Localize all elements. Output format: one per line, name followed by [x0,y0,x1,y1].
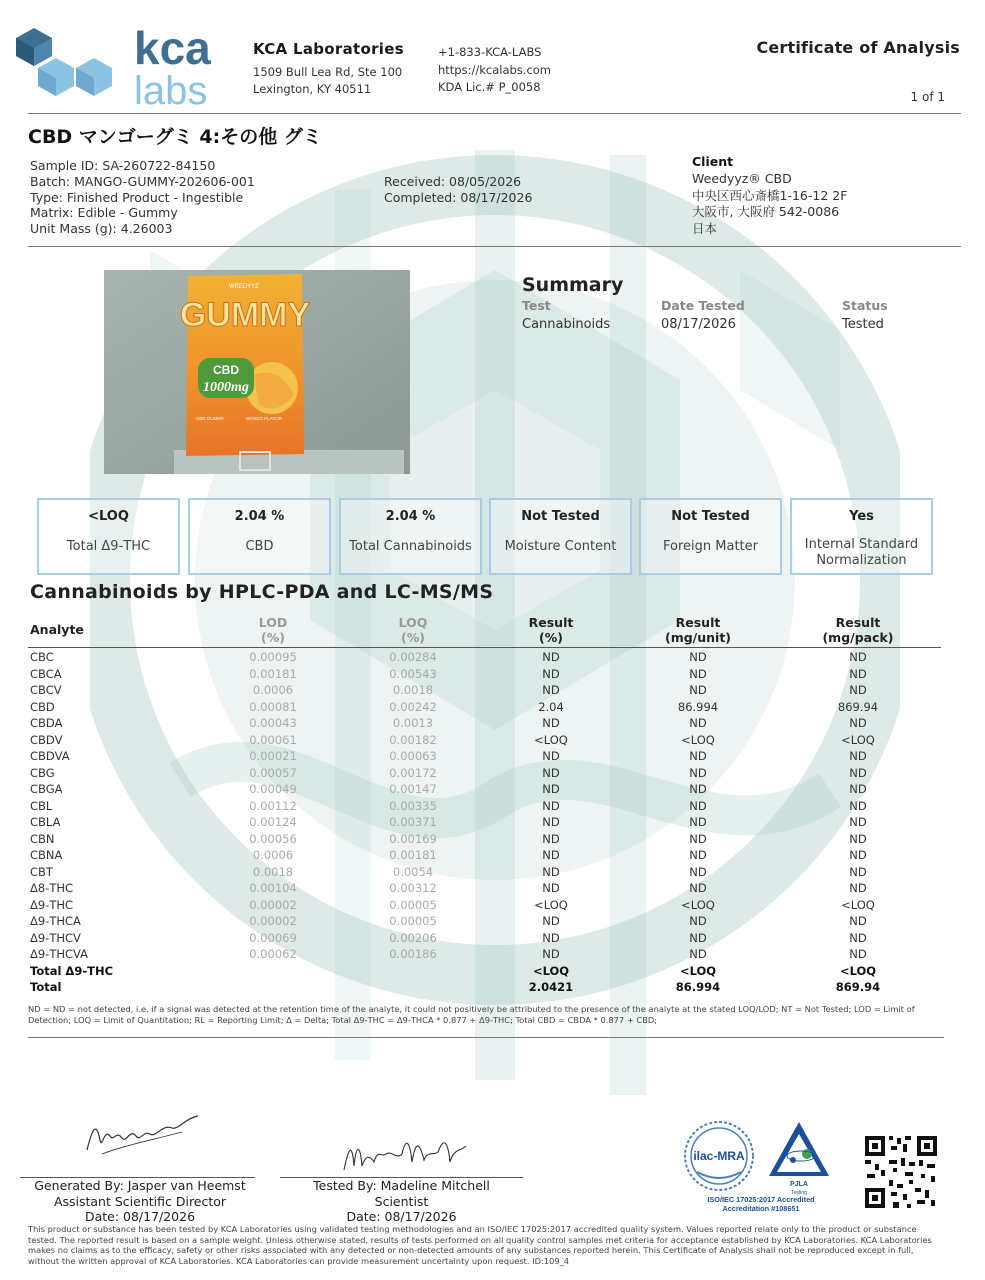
result-pct-cell: ND [542,782,560,797]
table-total-row [28,963,941,980]
received-date: Received: 08/05/2026 [384,174,522,189]
document-title: Certificate of Analysis [756,38,960,57]
tested-by-name: Tested By: Madeline Mitchell [313,1178,490,1193]
result-pct-cell: ND [542,666,560,681]
result-mg-unit-cell: ND [689,765,707,780]
result-mg-pack-cell: ND [849,683,867,698]
loq-cell: 0.00169 [389,831,437,846]
result-mg-pack-cell: ND [849,848,867,863]
sample-matrix: Matrix: Edible - Gummy [30,205,178,221]
completed-date: Completed: 08/17/2026 [384,189,533,205]
table-row [28,666,941,683]
sample-type: Type: Finished Product - Ingestible [30,189,244,205]
result-pct-cell: ND [542,848,560,863]
loq-cell: 0.00147 [389,782,437,797]
client-address-line1: 中央区西心斎橋1-16-12 2F [692,187,848,203]
result-mg-pack-cell: ND [849,749,867,764]
lab-name: KCA Laboratories [253,40,404,58]
result-pct-cell: <LOQ [534,897,568,912]
result-mg-unit-cell: ND [689,881,707,896]
result-mg-unit-cell: ND [689,947,707,962]
result-mg-unit-cell: ND [689,914,707,929]
analyte-cell: CBDVA [30,749,70,764]
result-mg-unit-cell: <LOQ [681,897,715,912]
generated-by-date: Date: 08/17/2026 [84,1209,196,1224]
table-row [28,682,941,699]
result-pct-cell: ND [542,930,560,945]
ilac-mra-logo [685,1122,753,1190]
lod-cell: 0.00049 [249,782,297,797]
result-mg-unit-cell: ND [689,798,707,813]
lod-cell: 0.0018 [252,864,294,879]
table-row [28,930,941,947]
analyte-cell: Δ9-THCA [30,914,81,929]
result-mg-unit-cell: ND [689,864,707,879]
result-box-value: 2.04 % [234,509,285,524]
lab-contact [438,44,551,97]
result-box-label: Total Δ9-THC [66,539,151,554]
lod-cell: 0.00112 [249,798,297,813]
client-address-line3: 日本 [692,221,718,237]
result-mg-pack-cell: 869.94 [835,980,881,995]
analyte-cell: CBN [30,831,55,846]
loq-cell: 0.00063 [389,749,437,764]
analyte-cell: CBGA [30,782,63,797]
result-mg-unit-cell: <LOQ [679,963,717,978]
result-mg-unit-cell: ND [689,666,707,681]
result-box [790,498,933,575]
result-box [639,498,782,575]
sample-id: Sample ID: SA-260722-84150 [30,158,216,173]
client-label: Client [692,154,734,169]
client-name: Weedyyz® CBD [692,170,792,186]
analyte-cell: Total Δ9-THC [30,963,114,978]
result-box-value: Not Tested [671,509,750,524]
result-mg-pack-cell: ND [849,864,867,879]
header-result-pct: Result (%) [528,615,574,645]
summary-date: 08/17/2026 [661,317,736,332]
result-mg-pack-cell: <LOQ [839,963,877,978]
table-row [28,913,941,930]
result-pct-cell: <LOQ [532,963,570,978]
sample-unit-mass: Unit Mass (g): 4.26003 [30,221,173,237]
table-row [28,880,941,897]
table-row [28,798,941,815]
loq-cell: 0.00172 [389,765,437,780]
loq-cell: 0.00242 [389,699,437,714]
analyte-cell: CBDV [30,732,63,747]
table-row [28,765,941,782]
table-row [28,715,941,732]
lod-cell: 0.00021 [249,749,297,764]
result-mg-unit-cell: ND [689,831,707,846]
loq-cell: 0.00284 [389,650,437,664]
lod-cell: 0.00002 [249,914,297,929]
lod-cell: 0.00095 [249,650,297,664]
lab-address-line2: Lexington, KY 40511 [253,82,372,96]
loq-cell: 0.00543 [389,666,437,681]
analyte-cell: CBDA [30,716,63,731]
svg-text:1000mg: 1000mg [203,380,249,395]
result-mg-unit-cell: 86.994 [675,980,721,995]
analyte-cell: Δ9-THC [30,897,74,912]
logo-kca-text: kca [134,22,211,74]
result-pct-cell: ND [542,831,560,846]
summary-status: Tested [842,317,884,332]
result-mg-unit-cell: ND [689,650,707,664]
table-row [28,748,941,765]
header-loq: LOQ (%) [398,615,428,645]
generated-by-block [20,1178,260,1225]
result-box-value: Yes [849,509,874,524]
analyte-cell: CBCA [30,666,62,681]
table-row [28,897,941,914]
summary-table [522,298,942,338]
sample-batch: Batch: MANGO-GUMMY-202606-001 [30,173,255,189]
result-mg-pack-cell: ND [849,815,867,830]
loq-cell: 0.00312 [389,881,437,896]
result-mg-unit-cell: ND [689,782,707,797]
result-pct-cell: ND [542,947,560,962]
result-mg-unit-cell: ND [689,749,707,764]
loq-cell: 0.00181 [389,848,437,863]
header-result-mg-unit: Result (mg/unit) [664,615,732,645]
result-mg-pack-cell: ND [849,947,867,962]
lod-cell: 0.0006 [252,683,294,698]
table-row [28,732,941,749]
qr-code [863,1134,939,1210]
iso-line1: ISO/IEC 17025:2017 Accredited [707,1195,815,1204]
result-mg-unit-cell: <LOQ [681,732,715,747]
result-mg-unit-cell: ND [689,716,707,731]
result-box [188,498,331,575]
result-pct-cell: 2.0421 [528,980,574,995]
result-mg-pack-cell: ND [849,914,867,929]
table-row [28,814,941,831]
page-number: 1 of 1 [910,90,945,104]
analyte-cell: CBL [30,798,53,813]
svg-text:CBD GUMMY: CBD GUMMY [196,416,224,421]
result-mg-unit-cell: ND [689,815,707,830]
lod-cell: 0.00069 [249,930,297,945]
loq-cell: 0.0054 [392,864,434,879]
svg-text:WEEDYYZ: WEEDYYZ [229,284,259,290]
result-pct-cell: 2.04 [538,699,564,714]
signature-generated [82,1110,202,1160]
table-row [28,831,941,848]
lab-website-link[interactable]: https://kcalabs.com [438,62,552,77]
loq-cell: 0.00005 [389,914,437,929]
loq-cell: 0.00206 [389,930,437,945]
lab-info [253,40,404,96]
sample-dates [384,174,532,206]
result-pct-cell: ND [542,798,560,813]
lod-cell: 0.0006 [252,848,294,863]
svg-text:Testing: Testing [791,1190,807,1196]
generated-by-name: Generated By: Jasper van Heemst [34,1178,246,1193]
table-row [28,946,941,963]
result-mg-pack-cell: ND [849,930,867,945]
lod-cell: 0.00062 [249,947,297,962]
loq-cell: 0.0018 [392,683,434,698]
result-box-label: Moisture Content [504,539,617,554]
result-box-value: <LOQ [88,509,129,524]
loq-cell: 0.00186 [389,947,437,962]
table-row [28,864,941,881]
result-pct-cell: ND [542,881,560,896]
summary-header-status: Status [842,298,888,313]
header-result-mg-pack: Result (mg/pack) [822,615,894,645]
summary-title: Summary [522,274,624,296]
table-total-row [28,979,941,996]
summary-panel [522,274,942,338]
table-row [28,699,941,716]
tested-by-role: Scientist [374,1193,429,1209]
tested-by-date: Date: 08/17/2026 [346,1209,457,1224]
analyte-cell: CBLA [30,815,61,830]
signature-tested [340,1132,470,1178]
result-mg-unit-cell: ND [689,683,707,698]
client-address-line2: 大阪市, 大阪府 542-0086 [692,204,840,220]
result-box-label: Internal Standard Normalization [804,537,919,568]
result-mg-unit-cell: ND [689,930,707,945]
result-mg-pack-cell: 869.94 [837,699,879,714]
tested-by-block [280,1178,523,1225]
lod-cell: 0.00043 [249,716,297,731]
result-mg-pack-cell: ND [849,831,867,846]
table-notes: ND = ND = not detected, i.e. if a signal was detected at the retention time of the analyte, it could not positively be attributed to the presence of the analyte at the stated LOQ/LOD; NT = Not Tested; LOD = Limit of Detection; LOQ = Limit of Quantitation; RL = Reporting Limit; Δ = Delta; Total Δ9-THC = Δ9-THCA * 0.877 + Δ9-THC; Total CBD = CBDA * 0.877 + CBD; [28,1004,915,1025]
lab-license: KDA Lic.# P_0058 [438,80,541,94]
result-pct-cell: ND [542,914,560,929]
generated-by-role: Assistant Scientific Director [53,1193,227,1209]
lod-cell: 0.00124 [249,815,297,830]
result-box-value: Not Tested [521,509,600,524]
result-pct-cell: ND [542,749,560,764]
result-mg-pack-cell: ND [849,881,867,896]
summary-test: Cannabinoids [522,317,611,332]
cannabinoids-section-title: Cannabinoids by HPLC-PDA and LC-MS/MS [30,581,494,603]
notes-divider [28,1037,944,1038]
summary-header-test: Test [522,298,551,313]
footer-disclaimer: This product or substance has been tested by KCA Laboratories using validated testing methodologies and an ISO/IEC 17025:2017 accredited quality system. Values reported relate only to the product or substance tested. The reported result is based on a sample weight. Unless otherwise stated, results of tests performed on all quality control samples met criteria for acceptance established by KCA Laboratories. KCA Laboratories makes no claims as to the efficacy, safety or other risks associated with any detected or non-detected amounts of any substances reported herein. This Certificate of Analysis shall not be reproduced except in full, without the written approval of KCA Laboratories. KCA Laboratories can provide measurement uncertainty upon request. ID:109_4 [28,1224,932,1266]
result-box-label: Total Cannabinoids [349,539,472,554]
result-mg-unit-cell: ND [689,848,707,863]
lod-cell: 0.00056 [249,831,297,846]
table-row [28,781,941,798]
header-analyte: Analyte [30,622,84,637]
lod-cell: 0.00081 [249,699,297,714]
lod-cell: 0.00181 [249,666,297,681]
result-pct-cell: <LOQ [534,732,568,747]
result-mg-pack-cell: ND [849,765,867,780]
svg-text:MANGO FLAVOR: MANGO FLAVOR [246,416,282,421]
lod-cell: 0.00061 [249,732,297,747]
svg-text:CBD: CBD [213,363,239,377]
analyte-cell: Δ8-THC [30,881,74,896]
summary-header-date: Date Tested [661,298,745,313]
result-box-value: 2.04 % [385,509,436,524]
analyte-cell: CBCV [30,683,62,698]
header-divider [28,113,961,114]
table-row [28,847,941,864]
analyte-cell: Δ9-THCV [30,930,81,945]
result-mg-pack-cell: ND [849,650,867,664]
info-divider [28,246,961,247]
result-box [37,498,180,575]
pjla-logo [769,1122,829,1196]
result-mg-pack-cell: ND [849,666,867,681]
analyte-cell: Δ9-THCVA [30,947,89,962]
loq-cell: 0.0013 [392,716,434,731]
iso-line2: Accreditation #108651 [722,1204,800,1213]
analyte-cell: Total [30,980,62,995]
logo-labs-text: labs [134,69,208,108]
lab-address-line1: 1509 Bull Lea Rd, Ste 100 [253,65,403,79]
result-pct-cell: ND [542,765,560,780]
result-mg-pack-cell: <LOQ [841,732,875,747]
client-info [692,154,847,238]
result-mg-pack-cell: ND [849,798,867,813]
result-pct-cell: ND [542,864,560,879]
result-pct-cell: ND [542,683,560,698]
result-box [489,498,632,575]
result-pct-cell: ND [542,716,560,731]
analyte-cell: CBD [30,699,55,714]
lod-cell: 0.00057 [249,765,297,780]
svg-text:GUMMY: GUMMY [179,296,311,334]
sample-info [30,158,255,237]
result-mg-unit-cell: 86.994 [677,699,719,714]
result-pct-cell: ND [542,815,560,830]
result-box-label: Foreign Matter [663,539,758,554]
accreditation-badges [683,1118,945,1218]
result-box [339,498,482,575]
lod-cell: 0.00104 [249,881,297,896]
header-lod: LOD (%) [258,615,288,645]
analyte-cell: CBT [30,864,53,879]
result-mg-pack-cell: <LOQ [841,897,875,912]
svg-text:PJLA: PJLA [790,1181,808,1188]
result-mg-pack-cell: ND [849,782,867,797]
loq-cell: 0.00335 [389,798,437,813]
analyte-cell: CBC [30,650,54,664]
result-mg-pack-cell: ND [849,716,867,731]
table-header-divider [28,647,941,648]
lab-phone: +1-833-KCA-LABS [438,45,542,59]
product-photo [104,270,410,474]
analyte-cell: CBNA [30,848,63,863]
analyte-cell: CBG [30,765,55,780]
gummy-package-image [104,270,410,474]
svg-text:ilac-MRA: ilac-MRA [693,1149,745,1163]
kca-labs-logo [14,22,229,108]
table-row [28,649,941,666]
loq-cell: 0.00371 [389,815,437,830]
loq-cell: 0.00005 [389,897,437,912]
loq-cell: 0.00182 [389,732,437,747]
result-pct-cell: ND [542,650,560,664]
lod-cell: 0.00002 [249,897,297,912]
result-box-label: CBD [245,539,274,554]
product-title: CBD マンゴーグミ 4:その他 グミ [28,126,322,148]
